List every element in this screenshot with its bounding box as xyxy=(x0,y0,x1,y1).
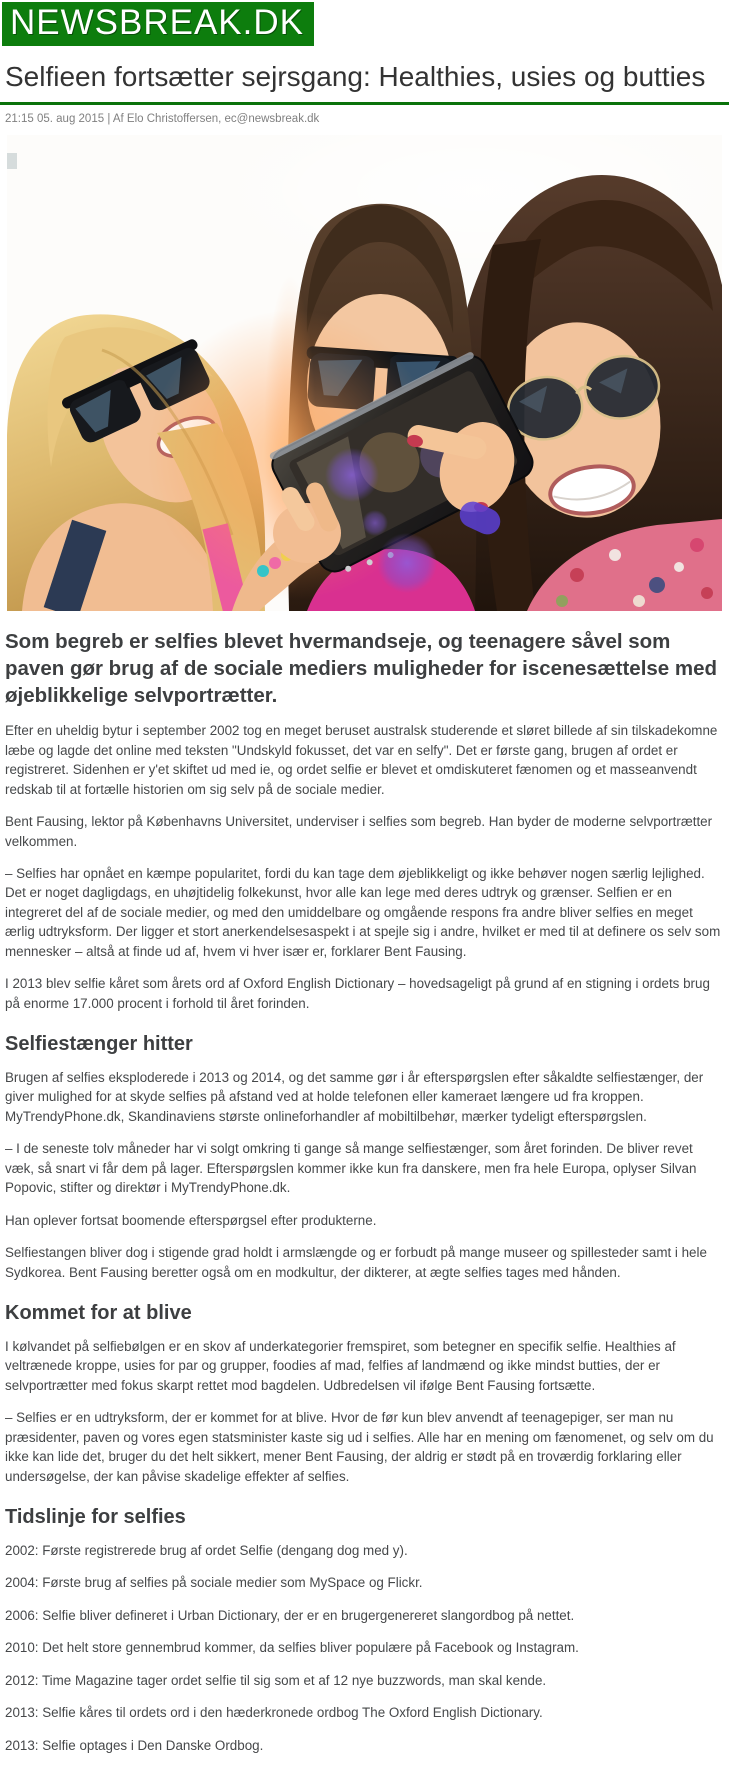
paragraph: Efter en uheldig bytur i september 2002 tog en meget beruset australsk studerende et sløret billede af sin tilskadekomne læbe og lagde det online med teksten "Undskyld fokusset, det var en selfy". Det er første gang, brugen af ordet er registreret. Sidenhen er y'et skiftet ud med ie, og ordet selfie er blevet et omdiskuteret fænomen og et masseanvendt redskab til at fortælle historien om sig selv på de sociale medier. xyxy=(5,723,718,797)
paragraph: I kølvandet på selfiebølgen er en skov af underkategorier fremspiret, som betegner en specifik selfie. Healthies af veltrænede kroppe, usies for par og grupper, foodies af mad, felfies af landmænd og ikke mindst butties, der er selvportrætter med fokus skarpt rettet mod bagdelen. Udbredelsen vil ifølge Bent Fausing fortsætte. xyxy=(5,1338,676,1393)
paragraph: Bent Fausing, lektor på Københavns Universitet, underviser i selfies som begreb. Han byder de moderne selvportrætter velkommen. xyxy=(5,814,713,849)
paragraph: – I de seneste tolv måneder har vi solgt omkring ti gange så mange selfiestænger, som året forinden. De bliver revet væk, så snart vi får dem på lager. Efterspørgslen kommer ikke kun fra danskere, men fra hele Europa, oplyser Silvan Popovic, stifter og direktør i MyTrendyPhone.dk. xyxy=(5,1141,697,1196)
article-byline: 21:15 05. aug 2015 | Af Elo Christoffersen, ec@newsbreak.dk xyxy=(5,113,320,126)
paragraph: I 2013 blev selfie kåret som årets ord af Oxford English Dictionary – hovedsageligt på grund af en stigning i ordets brug på enorme 17.000 procent i forhold til året forinden. xyxy=(5,976,710,1011)
timeline-item: 2004: Første brug af selfies på sociale medier som MySpace og Flickr. xyxy=(5,1575,423,1591)
bokeh-purple xyxy=(325,448,379,502)
timeline-item: 2002: Første registrerede brug af ordet Selfie (dengang dog med y). xyxy=(5,1543,408,1559)
selfie-photo-illustration xyxy=(7,135,722,611)
article-photo xyxy=(7,135,722,611)
paragraph: Han oplever fortsat boomende efterspørgsel efter produkterne. xyxy=(5,1212,377,1228)
headline-divider xyxy=(0,102,729,105)
paragraph: Selfiestangen bliver dog i stigende grad holdt i armslængde og er forbudt på mange museer og spillesteder samt i hele Sydkorea. Bent Fausing beretter også om en modkultur, der dikterer, at ægte selfies tages med hånden. xyxy=(5,1245,707,1280)
background-detail xyxy=(7,153,17,169)
timeline-item: 2006: Selfie bliver defineret i Urban Dictionary, der er en brugergenereret slangordbog på nettet. xyxy=(5,1607,575,1623)
timeline-item: 2013: Selfie kåres til ordets ord i den hæderkronede ordbog The Oxford English Dictionary. xyxy=(5,1705,543,1721)
masthead xyxy=(2,2,729,46)
bokeh-purple xyxy=(362,510,388,536)
article-body xyxy=(0,628,729,1782)
paragraph: – Selfies har opnået en kæmpe popularitet, fordi du kan tage dem øjeblikkeligt og ikke behøver nogen særlig lejlighed. Det er noget dagligdags, en uhøjtidelig folkekunst, hvor alle kan lege med deres udtryk og grænser. Selfien er en integreret del af de sociale medier, og med den umiddelbare og omgående respons fra andre bliver selfies en meget ærlig udtryksform. Der ligger et stort anerkendelsesaspekt i at spejle sig i andre, hvilket er med til at definere os selv som mennesker – altså at finde ud af, hvem vi hver især er, forklarer Bent Fausing. xyxy=(5,865,721,959)
section-heading-tidslinje: Tidslinje for selfies xyxy=(5,1506,186,1529)
bokeh-purple xyxy=(377,533,437,593)
section-heading-selfiestaenger: Selfiestænger hitter xyxy=(5,1033,193,1056)
lead-paragraph: Som begreb er selfies blevet hvermandseje, og teenagere såvel som paven gør brug af de sociale mediers muligheder for iscenesættelse med øjeblikkelige selvportrætter. xyxy=(5,630,718,708)
timeline-item: 2013: Selfie optages i Den Danske Ordbog. xyxy=(5,1737,264,1753)
paragraph: Brugen af selfies eksploderede i 2013 og 2014, og det samme gør i år efterspørgslen efter såkaldte selfiestænger, der giver mulighed for at skyde selfies på afstand ved at holde telefonen eller kameraet længere ud fra kroppen. MyTrendyPhone.dk, Skandinaviens største onlineforhandler af mobiltilbehør, mærker tydeligt efterspørgslen. xyxy=(5,1070,704,1124)
paragraph: – Selfies er en udtryksform, der er kommet for at blive. Hvor de før kun blev anvendt af teenagepiger, ser man nu præsidenter, paven og vores egen statsminister kaste sig ud i selfies. Alle har en mening om fænomenet, og selv om du ikke kan lide det, bruger du det helt sikkert, mener Bent Fausing, der aldrig er stødt på en troværdig forklaring eller undersøgelse, der kan påvise skadelige effekter af selfies. xyxy=(5,1410,714,1484)
timeline-item: 2010: Det helt store gennembrud kommer, da selfies bliver populære på Facebook og Instagram. xyxy=(5,1640,579,1656)
article-headline: Selfieen fortsætter sejrsgang: Healthies, usies og butties xyxy=(5,61,706,92)
timeline-item: 2012: Time Magazine tager ordet selfie til sig som et af 12 nye buzzwords, man skal kende. xyxy=(5,1672,547,1688)
section-heading-kommet-for-at-blive: Kommet for at blive xyxy=(5,1301,192,1324)
site-logo[interactable]: NEWSBREAK.DK xyxy=(2,2,314,46)
